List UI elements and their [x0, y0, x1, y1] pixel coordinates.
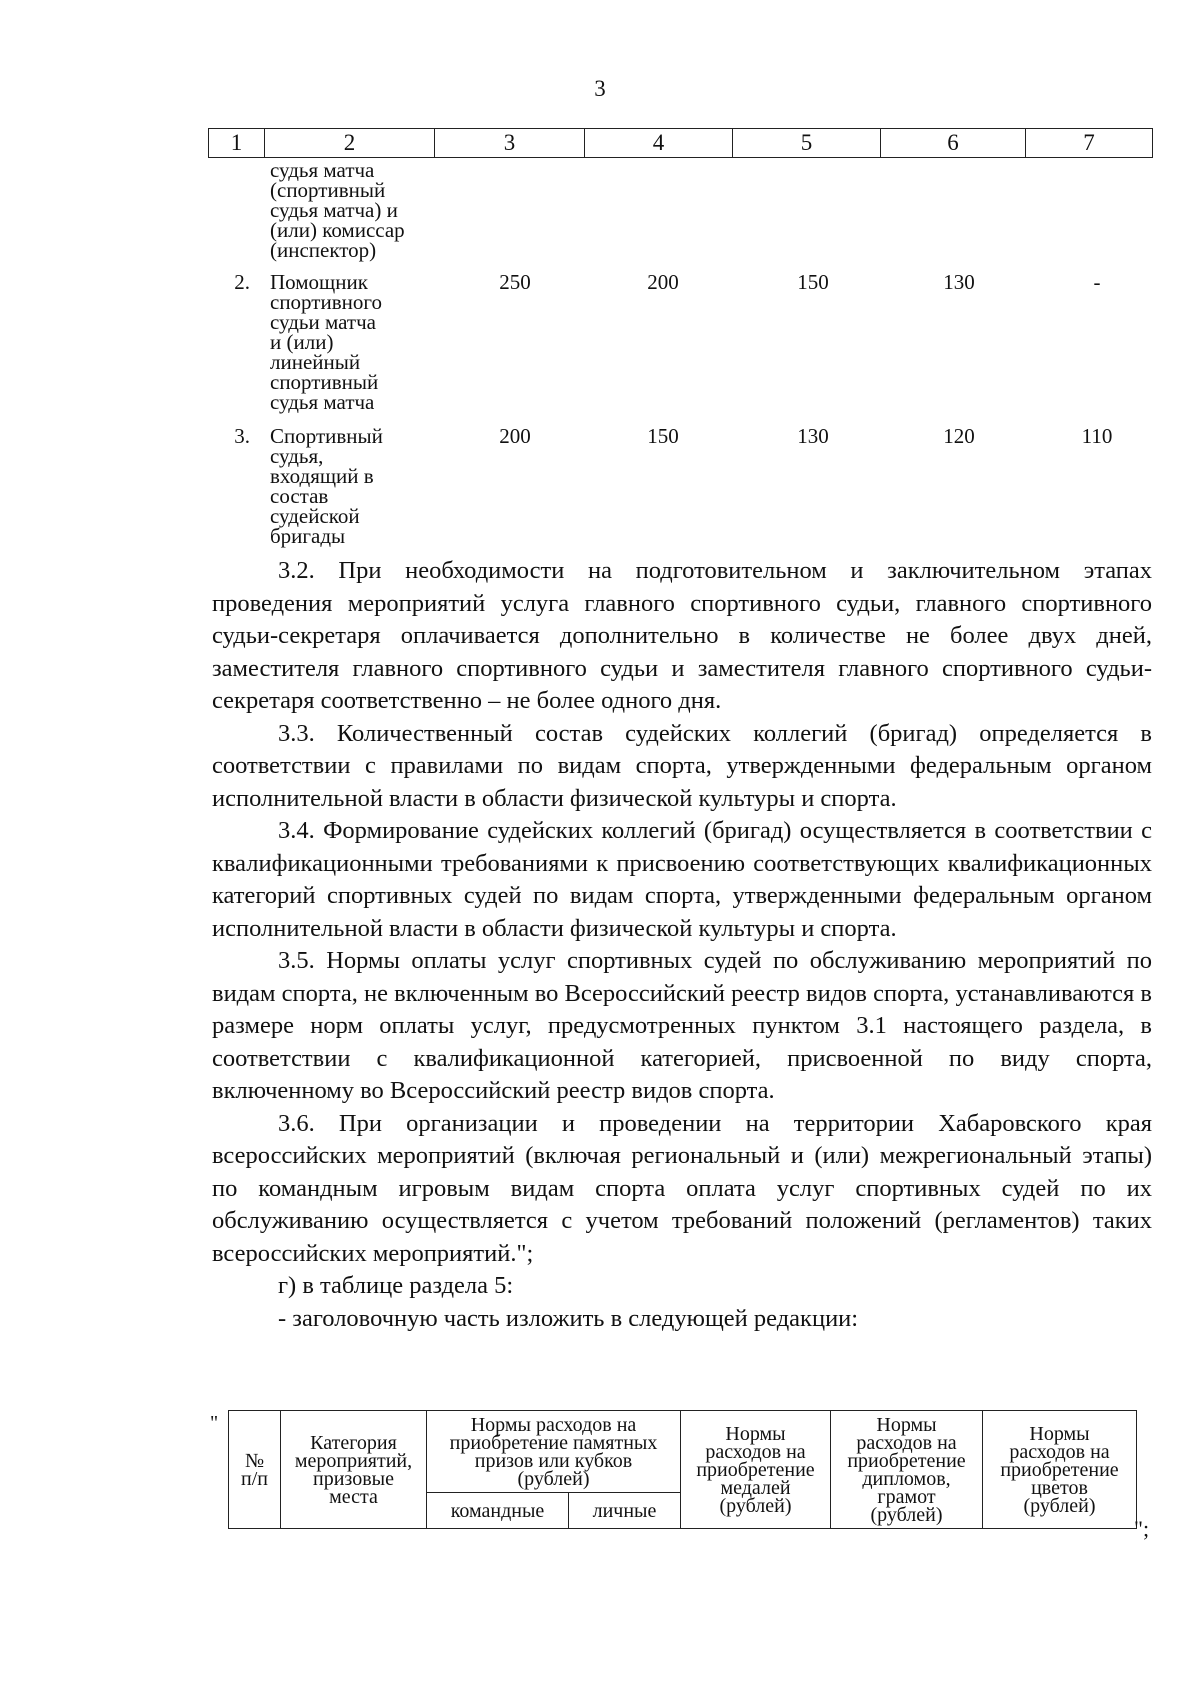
row-name: Спортивный судья, входящий в состав судейской бригады: [270, 424, 383, 548]
row-value: 110: [1081, 424, 1113, 448]
row-value: 150: [647, 424, 679, 448]
open-quote: ": [210, 1412, 219, 1434]
table-row: [208, 426, 1152, 556]
paragraph-g: г) в таблице раздела 5:: [278, 1272, 514, 1299]
header-flowers: Нормы расходов на приобретение цветов (рублей): [983, 1411, 1137, 1529]
paragraph-3-6: 3.6. При организации и проведении на территории Хабаровского края всероссийских мероприятий (включая региональный и (или) межрегиональный этапы) по командным игровым видам спорта оплата услуг спортивных судей по их обслуживанию осуществляется с учетом требований положений (регламентов) таких всероссийских мероприятий.";: [212, 1109, 1152, 1267]
header-prizes-team: командные: [427, 1493, 569, 1529]
row-value: 250: [499, 270, 531, 294]
row-value: -: [1093, 270, 1101, 294]
header-diplomas: Нормы расходов на приобретение дипломов, грамот (рублей): [831, 1411, 983, 1529]
row-value: 130: [797, 424, 829, 448]
paragraph-3-2: 3.2. При необходимости на подготовительном и заключительном этапах проведения мероприятий услуга главного спортивного судьи, главного спортивного судьи-секретаря оплачивается дополнительно в количестве не более двух дней, заместителя главного спортивного судьи и заместителя главного спортивного судьи-секретаря соответственно – не более одного дня.: [212, 557, 1152, 714]
row-number: 2.: [234, 270, 250, 294]
section-5-table-header: [228, 1410, 1137, 1529]
table-row-continued: [208, 160, 1152, 272]
header-prizes-personal: личные: [569, 1493, 681, 1529]
table-row: [208, 272, 1152, 426]
row-value: 200: [499, 424, 531, 448]
header-cell: 6: [881, 129, 1026, 158]
header-cell: 1: [209, 129, 265, 158]
row-name: судья матча (спортивный судья матча) и (или) комиссар (инспектор): [270, 158, 405, 262]
header-cell: 3: [435, 129, 585, 158]
referee-rates-table-header: [208, 128, 1153, 158]
paragraph-3-5: 3.5. Нормы оплаты услуг спортивных судей по обслуживанию мероприятий по видам спорта, не включенным во Всероссийский реестр видов спорта, устанавливаются в размере норм оплаты услуг, предусмотренных пунктом 3.1 настоящего раздела, в соответствии с квалификационной категорией, присвоенной по виду спорта, включенному во Всероссийский реестр видов спорта.: [212, 947, 1152, 1104]
referee-rates-table-body: [208, 160, 1152, 556]
row-number: 3.: [234, 424, 250, 448]
header-category: Категория мероприятий, призовые места: [281, 1411, 427, 1529]
row-value: 120: [943, 424, 975, 448]
document-body: [212, 555, 1152, 1335]
close-quote: ";: [1134, 1516, 1150, 1541]
row-value: 130: [943, 270, 975, 294]
header-prizes: Нормы расходов на приобретение памятных призов или кубков (рублей): [427, 1411, 681, 1493]
header-num: № п/п: [229, 1411, 281, 1529]
header-medals: Нормы расходов на приобретение медалей (рублей): [681, 1411, 831, 1529]
header-cell: 4: [585, 129, 733, 158]
header-cell: 5: [733, 129, 881, 158]
header-cell: 7: [1026, 129, 1153, 158]
row-value: 200: [647, 270, 679, 294]
row-value: 150: [797, 270, 829, 294]
page-number: 3: [594, 76, 606, 101]
header-cell: 2: [265, 129, 435, 158]
row-name: Помощник спортивного судьи матча и (или) линейный спортивный судья матча: [270, 270, 382, 414]
paragraph-3-3: 3.3. Количественный состав судейских коллегий (бригад) определяется в соответствии с правилами по видам спорта, утвержденными федеральным органом исполнительной власти в области физической культуры и спорта.: [212, 719, 1152, 812]
paragraph-3-4: 3.4. Формирование судейских коллегий (бригад) осуществляется в соответствии с квалификационными требованиями к присвоению соответствующих квалификационных категорий спортивных судей по видам спорта, утвержденными федеральным органом исполнительной власти в области физической культуры и спорта.: [212, 817, 1152, 942]
paragraph-dash: - заголовочную часть изложить в следующей редакции:: [278, 1304, 859, 1332]
